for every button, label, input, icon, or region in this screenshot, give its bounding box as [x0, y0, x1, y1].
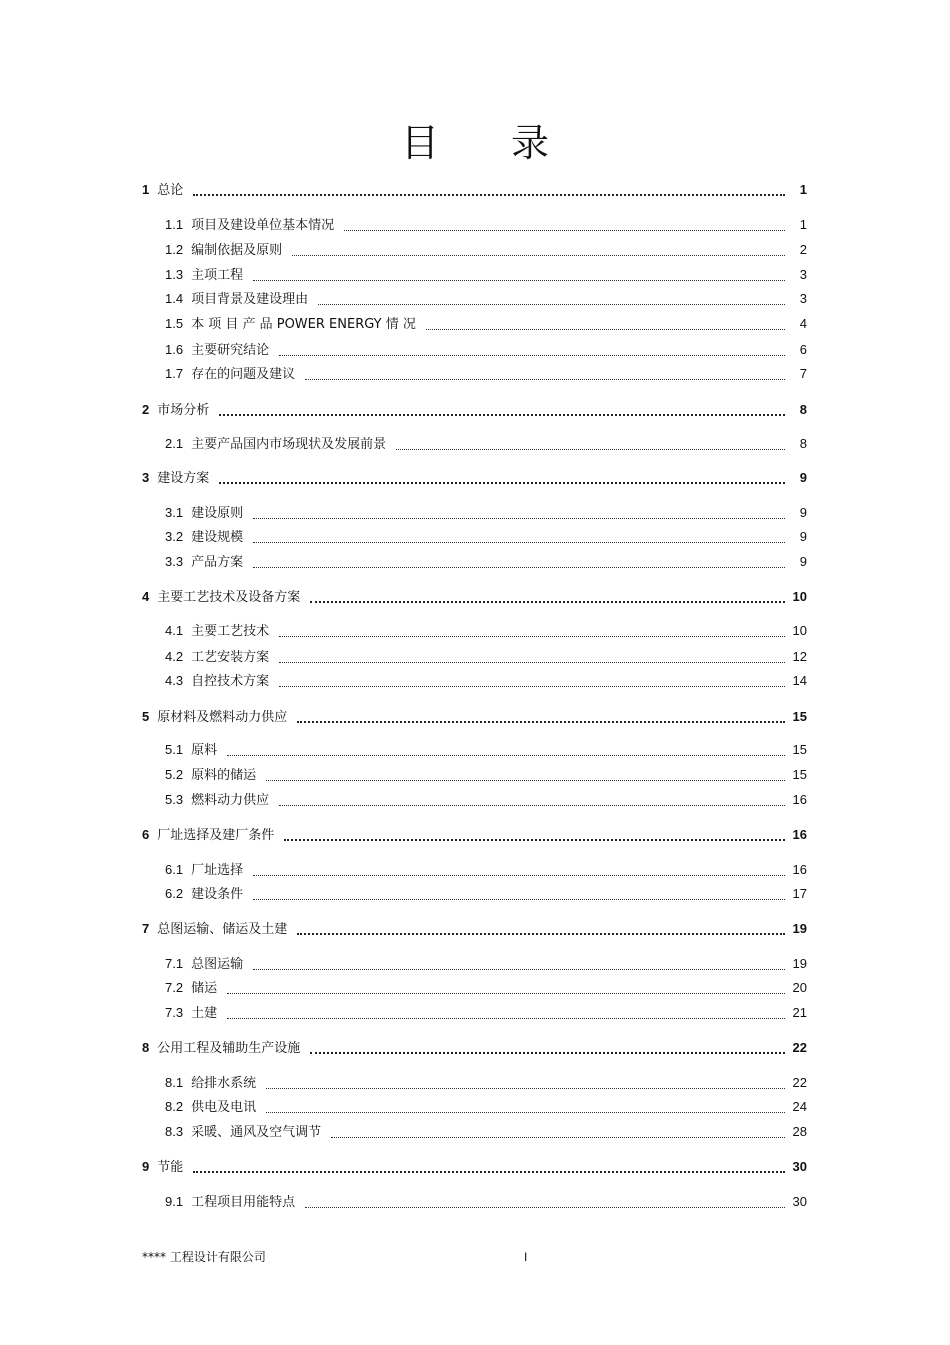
toc-entry-label: 原材料及燃料动力供应	[157, 710, 288, 725]
toc-chapter-entry[interactable]	[142, 401, 807, 420]
toc-entry-page: 17	[792, 886, 807, 901]
toc-entry-page: 4	[799, 316, 807, 331]
toc-entry-number: 7.3	[165, 1005, 184, 1020]
toc-entry-label: 采暖、通风及空气调节	[191, 1125, 322, 1140]
toc-dot-leader	[253, 517, 785, 519]
toc-entry-page: 10	[792, 623, 807, 638]
toc-entry-page: 8	[799, 402, 807, 417]
toc-section-entry[interactable]	[165, 435, 807, 454]
footer-page-number: I	[524, 1250, 528, 1264]
toc-dot-leader	[253, 968, 784, 970]
toc-dot-leader	[266, 1111, 784, 1113]
toc-dot-leader	[253, 566, 785, 568]
toc-entry-page: 10	[792, 589, 807, 604]
toc-entry-label: 自控技术方案	[191, 674, 270, 689]
toc-entry-number: 2	[142, 402, 150, 417]
toc-dot-leader	[279, 354, 785, 356]
toc-entry-number: 2.1	[165, 436, 184, 451]
toc-entry-number: 1.2	[165, 242, 184, 257]
toc-entry-page: 15	[792, 742, 807, 757]
toc-dot-leader	[193, 193, 785, 196]
toc-entry-page: 14	[792, 673, 807, 688]
toc-entry-label: 储运	[191, 981, 218, 996]
toc-entry-label: 本 项 目 产 品 POWER ENERGY 情 况	[191, 317, 416, 332]
toc-entry-page: 20	[792, 980, 807, 995]
toc-entry-page: 28	[792, 1124, 807, 1139]
toc-chapter-entry[interactable]	[142, 826, 807, 845]
toc-dot-leader	[279, 635, 784, 637]
toc-dot-leader	[253, 898, 784, 900]
toc-entry-label: 主项工程	[191, 268, 244, 283]
toc-section-entry[interactable]	[165, 290, 807, 309]
toc-section-entry[interactable]	[165, 365, 807, 384]
toc-entry-number: 3.1	[165, 505, 184, 520]
toc-chapter-entry[interactable]	[142, 469, 807, 488]
toc-entry-number: 4.2	[165, 649, 184, 664]
toc-dot-leader	[297, 932, 784, 935]
toc-entry-label: 主要工艺技术及设备方案	[157, 590, 301, 605]
toc-dot-leader	[318, 303, 785, 305]
toc-entry-number: 5.2	[165, 767, 184, 782]
toc-dot-leader	[279, 685, 784, 687]
toc-entry-label: 工程项目用能特点	[191, 1195, 296, 1210]
toc-entry-page: 3	[799, 291, 807, 306]
toc-dot-leader	[292, 254, 785, 256]
toc-section-entry[interactable]	[165, 885, 807, 904]
toc-entry-page: 15	[792, 767, 807, 782]
toc-entry-page: 30	[792, 1159, 807, 1174]
toc-dot-leader	[193, 1170, 784, 1173]
toc-chapter-entry[interactable]	[142, 181, 807, 200]
toc-section-entry[interactable]	[165, 528, 807, 547]
toc-dot-leader	[253, 874, 784, 876]
toc-dot-leader	[344, 229, 785, 231]
toc-section-entry[interactable]	[165, 504, 807, 523]
toc-section-entry[interactable]	[165, 791, 807, 810]
toc-entry-number: 4	[142, 589, 150, 604]
toc-dot-leader	[310, 1051, 784, 1054]
toc-section-entry[interactable]	[165, 1098, 807, 1117]
toc-entry-number: 1.3	[165, 267, 184, 282]
toc-chapter-entry[interactable]	[142, 920, 807, 939]
toc-entry-page: 2	[799, 242, 807, 257]
toc-entry-label: 总图运输、储运及土建	[157, 922, 288, 937]
toc-entry-page: 3	[799, 267, 807, 282]
toc-entry-number: 1.6	[165, 342, 184, 357]
toc-entry-number: 1	[142, 182, 150, 197]
toc-entry-number: 3.3	[165, 554, 184, 569]
toc-entry-label: 建设方案	[157, 471, 210, 486]
toc-entry-number: 7	[142, 921, 150, 936]
toc-dot-leader	[227, 992, 784, 994]
toc-entry-number: 7.1	[165, 956, 184, 971]
toc-dot-leader	[310, 600, 784, 603]
toc-dot-leader	[297, 720, 784, 723]
toc-entry-label: 项目背景及建设理由	[191, 292, 309, 307]
toc-entry-number: 8	[142, 1040, 150, 1055]
toc-entry-number: 9	[142, 1159, 150, 1174]
toc-entry-label: 总论	[157, 183, 184, 198]
toc-entry-page: 8	[799, 436, 807, 451]
toc-entry-number: 9.1	[165, 1194, 184, 1209]
page-title: 目 录	[400, 121, 580, 165]
toc-dot-leader	[279, 804, 784, 806]
toc-entry-page: 24	[792, 1099, 807, 1114]
toc-section-entry[interactable]	[165, 266, 807, 285]
toc-entry-number: 8.3	[165, 1124, 184, 1139]
toc-section-entry[interactable]	[165, 1004, 807, 1023]
toc-entry-label: 编制依据及原则	[191, 243, 283, 258]
toc-chapter-entry[interactable]	[142, 588, 807, 607]
toc-dot-leader	[219, 413, 785, 416]
toc-entry-number: 5	[142, 709, 150, 724]
toc-dot-leader	[266, 1087, 784, 1089]
toc-entry-number: 3.2	[165, 529, 184, 544]
toc-entry-label: 主要工艺技术	[191, 624, 270, 639]
toc-entry-page: 22	[792, 1075, 807, 1090]
toc-entry-page: 6	[799, 342, 807, 357]
toc-dot-leader	[284, 838, 784, 841]
toc-entry-number: 4.1	[165, 623, 184, 638]
toc-dot-leader	[279, 661, 784, 663]
toc-dot-leader	[227, 1017, 784, 1019]
toc-chapter-entry[interactable]	[142, 1039, 807, 1058]
toc-entry-page: 16	[792, 792, 807, 807]
toc-entry-number: 4.3	[165, 673, 184, 688]
toc-entry-number: 1.7	[165, 366, 184, 381]
toc-section-entry[interactable]	[165, 216, 807, 235]
toc-dot-leader	[227, 754, 784, 756]
toc-entry-label: 供电及电讯	[191, 1100, 257, 1115]
toc-section-entry[interactable]	[165, 315, 807, 334]
footer-company: **** 工程设计有限公司	[142, 1250, 266, 1264]
toc-section-entry[interactable]	[165, 672, 807, 691]
toc-entry-label: 原料的储运	[191, 768, 257, 783]
toc-section-entry[interactable]	[165, 979, 807, 998]
toc-entry-number: 6	[142, 827, 150, 842]
toc-entry-label: 建设条件	[191, 887, 244, 902]
toc-section-entry[interactable]	[165, 766, 807, 785]
toc-entry-label: 工艺安装方案	[191, 650, 270, 665]
toc-dot-leader	[219, 481, 785, 484]
toc-entry-page: 1	[799, 217, 807, 232]
toc-chapter-entry[interactable]	[142, 708, 807, 727]
toc-section-entry[interactable]	[165, 648, 807, 667]
toc-entry-page: 19	[792, 921, 807, 936]
toc-entry-page: 16	[792, 827, 807, 842]
toc-entry-page: 9	[799, 505, 807, 520]
toc-section-entry[interactable]	[165, 622, 807, 641]
toc-entry-page: 9	[799, 470, 807, 485]
toc-entry-page: 1	[799, 182, 807, 197]
toc-entry-number: 1.1	[165, 217, 184, 232]
toc-entry-number: 7.2	[165, 980, 184, 995]
toc-entry-number: 3	[142, 470, 150, 485]
toc-section-entry[interactable]	[165, 553, 807, 572]
toc-dot-leader	[253, 279, 785, 281]
toc-section-entry[interactable]	[165, 241, 807, 260]
toc-section-entry[interactable]	[165, 1193, 807, 1212]
toc-entry-page: 30	[792, 1194, 807, 1209]
toc-entry-page: 7	[799, 366, 807, 381]
toc-entry-label: 燃料动力供应	[191, 793, 270, 808]
toc-entry-number: 5.3	[165, 792, 184, 807]
toc-section-entry[interactable]	[165, 861, 807, 880]
toc-entry-label: 产品方案	[191, 555, 244, 570]
toc-section-entry[interactable]	[165, 1074, 807, 1093]
toc-entry-page: 16	[792, 862, 807, 877]
toc-section-entry[interactable]	[165, 1123, 807, 1142]
toc-chapter-entry[interactable]	[142, 1158, 807, 1177]
toc-entry-page: 22	[792, 1040, 807, 1055]
toc-entry-label: 厂址选择	[191, 863, 244, 878]
toc-entry-label: 建设规模	[191, 530, 244, 545]
toc-entry-label: 建设原则	[191, 506, 244, 521]
toc-entry-number: 5.1	[165, 742, 184, 757]
toc-entry-number: 8.2	[165, 1099, 184, 1114]
toc-entry-label: 项目及建设单位基本情况	[191, 218, 335, 233]
toc-section-entry[interactable]	[165, 741, 807, 760]
toc-dot-leader	[426, 328, 785, 330]
toc-entry-number: 1.4	[165, 291, 184, 306]
toc-dot-leader	[305, 1206, 784, 1208]
toc-entry-label: 市场分析	[157, 403, 210, 418]
toc-entry-number: 8.1	[165, 1075, 184, 1090]
toc-entry-number: 6.1	[165, 862, 184, 877]
toc-dot-leader	[396, 448, 785, 450]
toc-entry-number: 6.2	[165, 886, 184, 901]
toc-entry-number: 1.5	[165, 316, 184, 331]
toc-entry-label: 存在的问题及建议	[191, 367, 296, 382]
toc-entry-label: 主要研究结论	[191, 343, 270, 358]
toc-dot-leader	[305, 378, 785, 380]
toc-dot-leader	[266, 779, 784, 781]
toc-entry-label: 原料	[191, 743, 218, 758]
toc-entry-label: 土建	[191, 1006, 218, 1021]
toc-section-entry[interactable]	[165, 955, 807, 974]
toc-entry-page: 21	[792, 1005, 807, 1020]
toc-entry-page: 9	[799, 554, 807, 569]
toc-entry-page: 19	[792, 956, 807, 971]
toc-section-entry[interactable]	[165, 341, 807, 360]
toc-entry-label: 总图运输	[191, 957, 244, 972]
toc-entry-page: 15	[792, 709, 807, 724]
toc-entry-label: 厂址选择及建厂条件	[157, 828, 275, 843]
toc-entry-label: 公用工程及辅助生产设施	[157, 1041, 301, 1056]
toc-dot-leader	[253, 541, 785, 543]
toc-entry-label: 给排水系统	[191, 1076, 257, 1091]
toc-entry-label: 节能	[157, 1160, 184, 1175]
toc-entry-page: 12	[792, 649, 807, 664]
toc-dot-leader	[331, 1136, 784, 1138]
toc-entry-label: 主要产品国内市场现状及发展前景	[191, 437, 387, 452]
toc-entry-page: 9	[799, 529, 807, 544]
